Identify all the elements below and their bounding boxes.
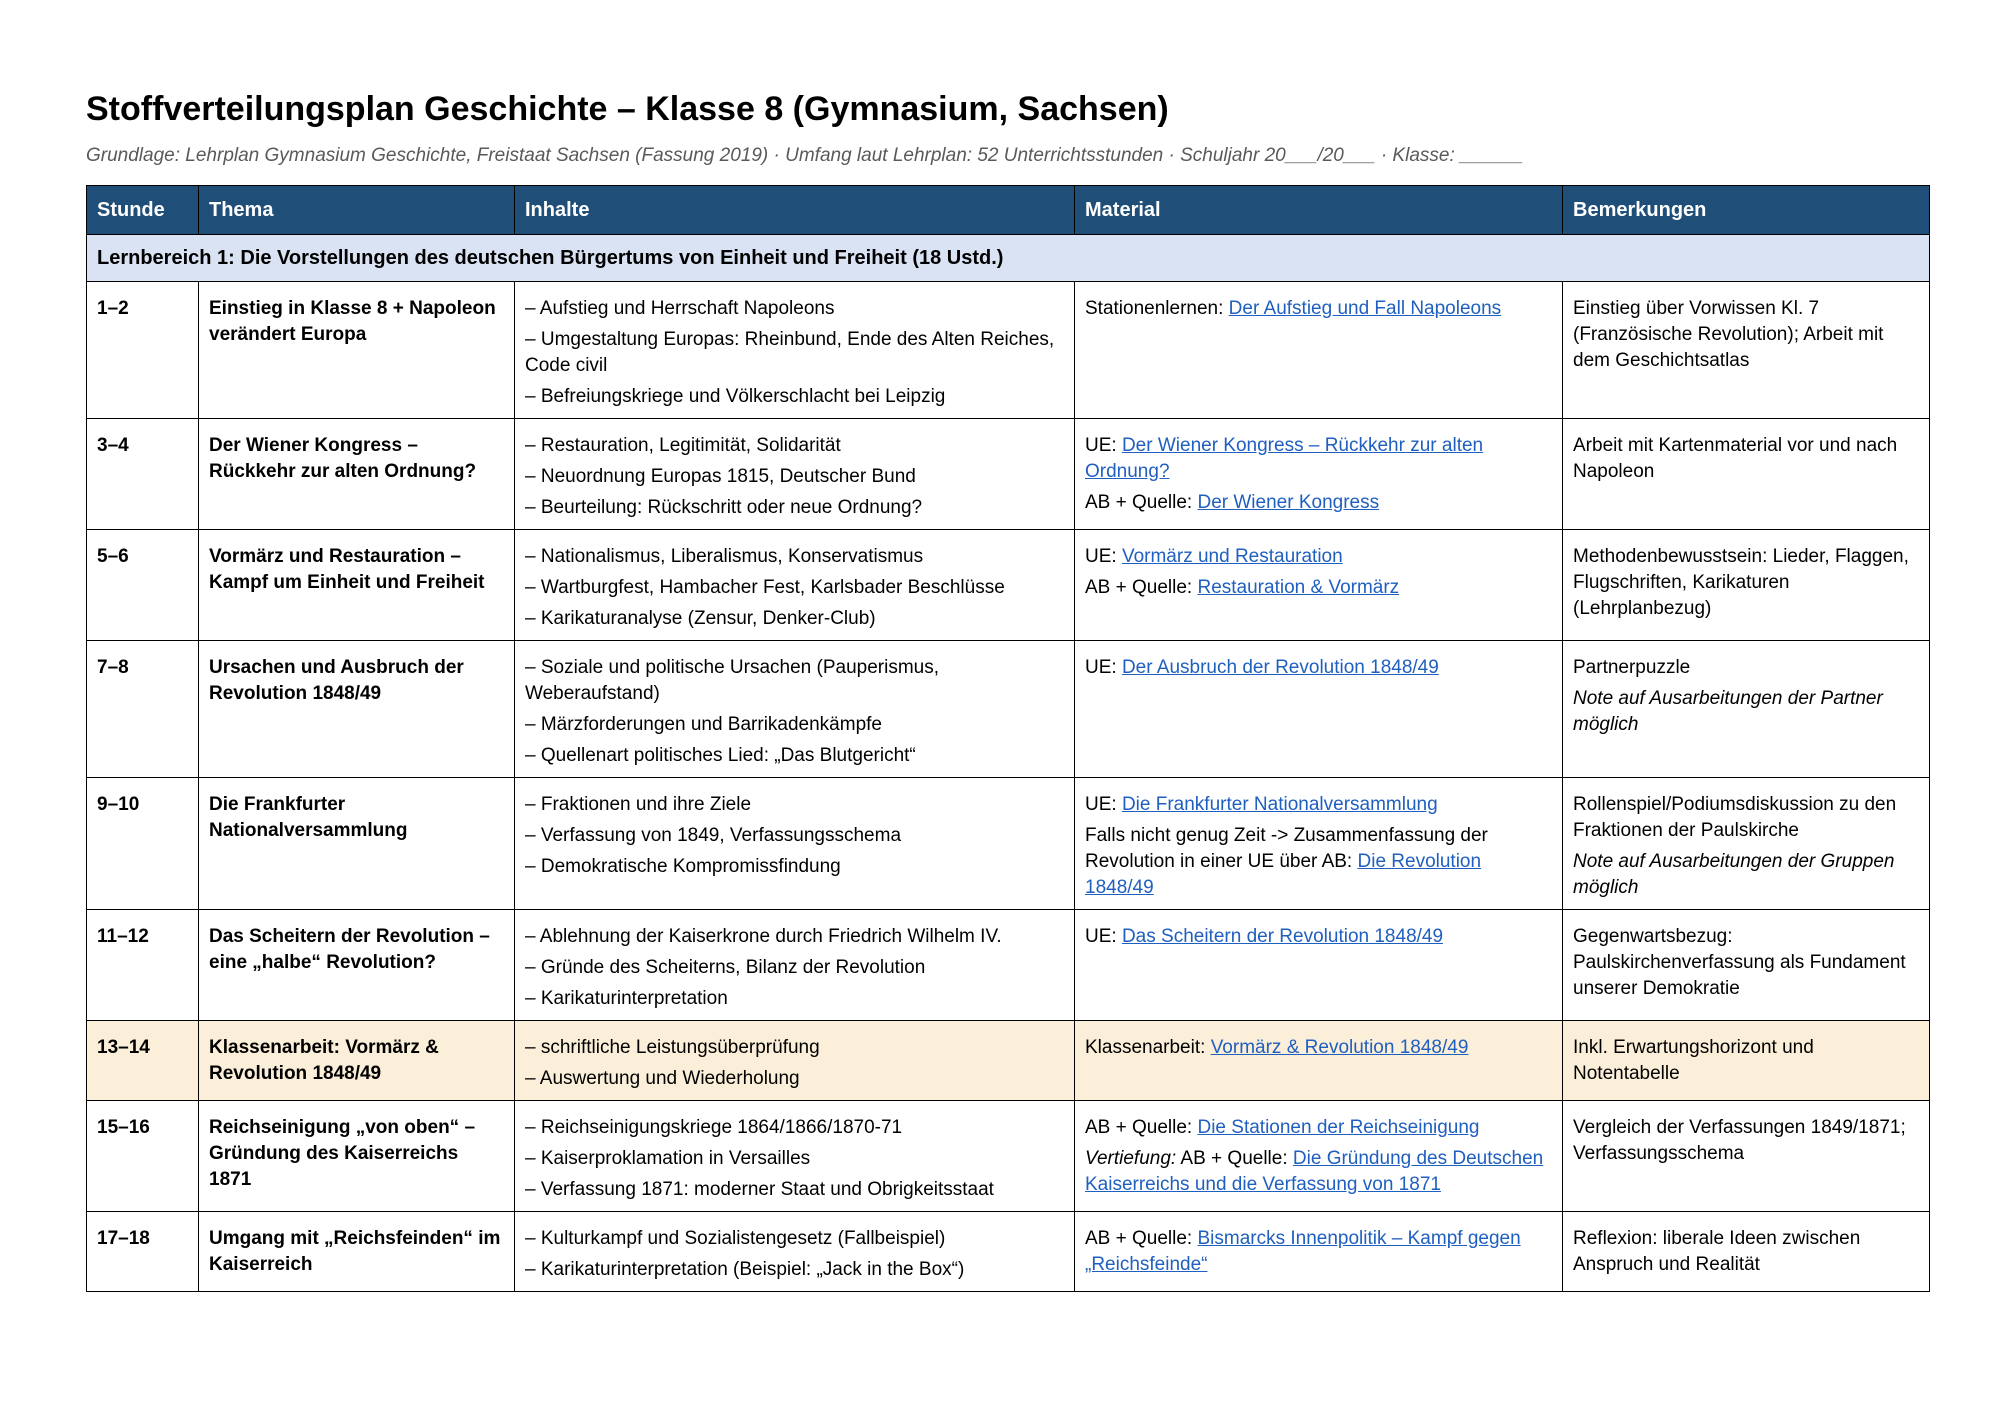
material-text: UE:: [1085, 926, 1122, 947]
inhalt-item: – Karikaturanalyse (Zensur, Denker-Club): [525, 608, 876, 629]
material-line: [1085, 490, 1552, 516]
inhalt-item: – Nationalismus, Liberalismus, Konservatismus: [525, 546, 924, 567]
material-text: Falls nicht genug Zeit -> Zusammenfassung der Revolution in einer UE über AB:: [1085, 825, 1488, 872]
cell-inhalte: [515, 910, 1075, 1021]
material-text: Klassenarbeit:: [1085, 1037, 1211, 1058]
inhalt-item: – Reichseinigungskriege 1864/1866/1870-71: [525, 1117, 903, 1138]
inhalt-item: – Wartburgfest, Hambacher Fest, Karlsbader Beschlüsse: [525, 577, 1005, 598]
material-line: [1085, 296, 1552, 322]
cell-material: [1075, 282, 1563, 419]
page-title: Stoffverteilungsplan Geschichte – Klasse 8 (Gymnasium, Sachsen): [86, 90, 1169, 128]
material-text: UE:: [1085, 435, 1122, 456]
inhalt-item: – Märzforderungen und Barrikadenkämpfe: [525, 714, 882, 735]
material-link[interactable]: Die Revolution 1848/49: [1085, 851, 1482, 898]
cell-bemerkungen: [1563, 910, 1930, 1021]
bemerkung-item: Einstieg über Vorwissen Kl. 7 (Französische Revolution); Arbeit mit dem Geschichtsatlas: [1573, 298, 1884, 371]
material-line: [1085, 1226, 1552, 1278]
cell-inhalte: [515, 530, 1075, 641]
cell-stunde: 9–10: [87, 778, 199, 910]
material-line: [1085, 544, 1552, 570]
cell-stunde: 3–4: [87, 419, 199, 530]
cell-inhalte: [515, 1212, 1075, 1292]
bemerkung-item: Vergleich der Verfassungen 1849/1871; Verfassungsschema: [1573, 1117, 1906, 1164]
header-thema: Thema: [199, 186, 515, 235]
header-inhalte: Inhalte: [515, 186, 1075, 235]
bemerkung-item: Arbeit mit Kartenmaterial vor und nach Napoleon: [1573, 435, 1898, 482]
cell-inhalte: [515, 282, 1075, 419]
table-header: [87, 186, 1930, 235]
cell-material: [1075, 530, 1563, 641]
cell-material: [1075, 641, 1563, 778]
material-text: AB + Quelle:: [1085, 577, 1198, 598]
material-line: [1085, 924, 1552, 950]
inhalt-item: – Auswertung und Wiederholung: [525, 1068, 800, 1089]
cell-material: [1075, 1021, 1563, 1101]
plan-table: [86, 185, 1930, 1292]
bemerkung-item: Rollenspiel/Podiumsdiskussion zu den Fraktionen der Paulskirche: [1573, 794, 1897, 841]
inhalt-item: – Verfassung 1871: moderner Staat und Obrigkeitsstaat: [525, 1179, 994, 1200]
material-link[interactable]: Die Frankfurter Nationalversammlung: [1121, 794, 1438, 815]
section-row: [87, 235, 1930, 282]
inhalt-item: – Befreiungskriege und Völkerschlacht bei Leipzig: [525, 386, 946, 407]
exam-row: [87, 1021, 1930, 1101]
inhalt-item: – Gründe des Scheiterns, Bilanz der Revolution: [525, 957, 926, 978]
material-link[interactable]: Das Scheitern der Revolution 1848/49: [1121, 926, 1444, 947]
inhalt-item: – Soziale und politische Ursachen (Pauperismus, Weberaufstand): [525, 657, 939, 704]
inhalt-item: – Demokratische Kompromissfindung: [525, 856, 841, 877]
table-row: [87, 419, 1930, 530]
material-link[interactable]: Restauration & Vormärz: [1197, 577, 1400, 598]
header-material: Material: [1075, 186, 1563, 235]
inhalt-item: – Kaiserproklamation in Versailles: [525, 1148, 811, 1169]
material-line: [1085, 792, 1552, 818]
cell-stunde: 13–14: [87, 1021, 199, 1101]
material-link[interactable]: Der Wiener Kongress – Rückkehr zur alten Ordnung?: [1085, 435, 1484, 482]
inhalt-item: – Verfassung von 1849, Verfassungsschema: [525, 825, 902, 846]
cell-material: [1075, 1101, 1563, 1212]
bemerkung-item: Gegenwartsbezug: Paulskirchenverfassung als Fundament unserer Demokratie: [1573, 926, 1906, 999]
table-row: [87, 778, 1930, 910]
material-line: [1085, 1146, 1552, 1198]
cell-thema: Umgang mit „Reichsfeinden“ im Kaiserreich: [199, 1212, 515, 1292]
cell-stunde: 1–2: [87, 282, 199, 419]
material-link[interactable]: Vormärz und Restauration: [1121, 546, 1343, 567]
material-text: UE:: [1085, 657, 1122, 678]
cell-inhalte: [515, 1021, 1075, 1101]
cell-stunde: 17–18: [87, 1212, 199, 1292]
cell-bemerkungen: [1563, 530, 1930, 641]
material-link[interactable]: Der Aufstieg und Fall Napoleons: [1228, 298, 1502, 319]
cell-inhalte: [515, 1101, 1075, 1212]
inhalt-item: – Restauration, Legitimität, Solidarität: [525, 435, 841, 456]
cell-thema: Vormärz und Restauration – Kampf um Einheit und Freiheit: [199, 530, 515, 641]
table-row: [87, 530, 1930, 641]
table-row: [87, 282, 1930, 419]
table-row: [87, 1101, 1930, 1212]
cell-stunde: 11–12: [87, 910, 199, 1021]
bemerkung-item: Partnerpuzzle: [1573, 657, 1691, 678]
cell-inhalte: [515, 778, 1075, 910]
table-body: [87, 235, 1930, 1292]
inhalt-item: – Kulturkampf und Sozialistengesetz (Fallbeispiel): [525, 1228, 946, 1249]
page-subtitle: Grundlage: Lehrplan Gymnasium Geschichte, Freistaat Sachsen (Fassung 2019) · Umfang laut Lehrplan: 52 Unterrichtsstunden · Schuljahr 20___/20___ · Klasse: ______: [86, 145, 1524, 166]
cell-thema: Ursachen und Ausbruch der Revolution 1848/49: [199, 641, 515, 778]
table-row: [87, 910, 1930, 1021]
cell-material: [1075, 778, 1563, 910]
material-line: [1085, 1115, 1552, 1141]
cell-inhalte: [515, 419, 1075, 530]
inhalt-item: – Karikaturinterpretation (Beispiel: „Jack in the Box“): [525, 1259, 965, 1280]
cell-thema: Der Wiener Kongress – Rückkehr zur alten Ordnung?: [199, 419, 515, 530]
material-link[interactable]: Die Stationen der Reichseinigung: [1197, 1117, 1480, 1138]
cell-bemerkungen: [1563, 282, 1930, 419]
cell-stunde: 5–6: [87, 530, 199, 641]
cell-thema: Klassenarbeit: Vormärz & Revolution 1848/49: [199, 1021, 515, 1101]
table-row: [87, 641, 1930, 778]
material-line: [1085, 823, 1552, 901]
cell-thema: Das Scheitern der Revolution – eine „halbe“ Revolution?: [199, 910, 515, 1021]
section-title: Lernbereich 1: Die Vorstellungen des deutschen Bürgertums von Einheit und Freiheit (18 Ustd.): [87, 235, 1930, 282]
material-link[interactable]: Die Gründung des Deutschen Kaiserreichs und die Verfassung von 1871: [1085, 1148, 1544, 1195]
cell-bemerkungen: [1563, 778, 1930, 910]
material-link[interactable]: Bismarcks Innenpolitik – Kampf gegen „Reichsfeinde“: [1085, 1228, 1521, 1275]
bemerkung-item: Inkl. Erwartungshorizont und Notentabelle: [1573, 1037, 1814, 1084]
table-row: [87, 1212, 1930, 1292]
material-text: AB + Quelle:: [1085, 1117, 1198, 1138]
cell-material: [1075, 910, 1563, 1021]
material-link[interactable]: Der Ausbruch der Revolution 1848/49: [1121, 657, 1439, 678]
inhalt-item: – schriftliche Leistungsüberprüfung: [525, 1037, 820, 1058]
material-line: [1085, 1035, 1552, 1061]
bemerkung-item: Note auf Ausarbeitungen der Partner möglich: [1573, 688, 1883, 735]
cell-bemerkungen: [1563, 419, 1930, 530]
cell-stunde: 7–8: [87, 641, 199, 778]
cell-thema: Einstieg in Klasse 8 + Napoleon verändert Europa: [199, 282, 515, 419]
header-bemerkungen: Bemerkungen: [1563, 186, 1930, 235]
inhalt-item: – Beurteilung: Rückschritt oder neue Ordnung?: [525, 497, 923, 518]
inhalt-item: – Fraktionen und ihre Ziele: [525, 794, 752, 815]
inhalt-item: – Ablehnung der Kaiserkrone durch Friedrich Wilhelm IV.: [525, 926, 1002, 947]
material-text: AB + Quelle:: [1085, 492, 1198, 513]
inhalt-item: – Quellenart politisches Lied: „Das Blutgericht“: [525, 745, 916, 766]
cell-thema: Reichseinigung „von oben“ – Gründung des Kaiserreichs 1871: [199, 1101, 515, 1212]
cell-bemerkungen: [1563, 1021, 1930, 1101]
material-line: [1085, 575, 1552, 601]
cell-material: [1075, 1212, 1563, 1292]
cell-inhalte: [515, 641, 1075, 778]
material-text: AB + Quelle:: [1176, 1148, 1293, 1169]
header-stunde: Stunde: [87, 186, 199, 235]
cell-bemerkungen: [1563, 641, 1930, 778]
material-line: [1085, 655, 1552, 681]
bemerkung-item: Methodenbewusstsein: Lieder, Flaggen, Flugschriften, Karikaturen (Lehrplanbezug): [1573, 546, 1909, 619]
inhalt-item: – Aufstieg und Herrschaft Napoleons: [525, 298, 835, 319]
cell-material: [1075, 419, 1563, 530]
material-text: UE:: [1085, 794, 1122, 815]
material-link[interactable]: Der Wiener Kongress: [1197, 492, 1380, 513]
cell-stunde: 15–16: [87, 1101, 199, 1212]
material-text: AB + Quelle:: [1085, 1228, 1198, 1249]
inhalt-item: – Karikaturinterpretation: [525, 988, 728, 1009]
material-line: [1085, 433, 1552, 485]
material-text: UE:: [1085, 546, 1122, 567]
material-text: Vertiefung:: [1085, 1148, 1177, 1169]
material-text: Stationenlernen:: [1085, 298, 1229, 319]
cell-bemerkungen: [1563, 1212, 1930, 1292]
inhalt-item: – Umgestaltung Europas: Rheinbund, Ende des Alten Reiches, Code civil: [525, 329, 1055, 376]
bemerkung-item: Note auf Ausarbeitungen der Gruppen möglich: [1573, 851, 1895, 898]
material-link[interactable]: Vormärz & Revolution 1848/49: [1210, 1037, 1469, 1058]
bemerkung-item: Reflexion: liberale Ideen zwischen Anspruch und Realität: [1573, 1228, 1861, 1275]
inhalt-item: – Neuordnung Europas 1815, Deutscher Bund: [525, 466, 916, 487]
cell-thema: Die Frankfurter Nationalversammlung: [199, 778, 515, 910]
cell-bemerkungen: [1563, 1101, 1930, 1212]
